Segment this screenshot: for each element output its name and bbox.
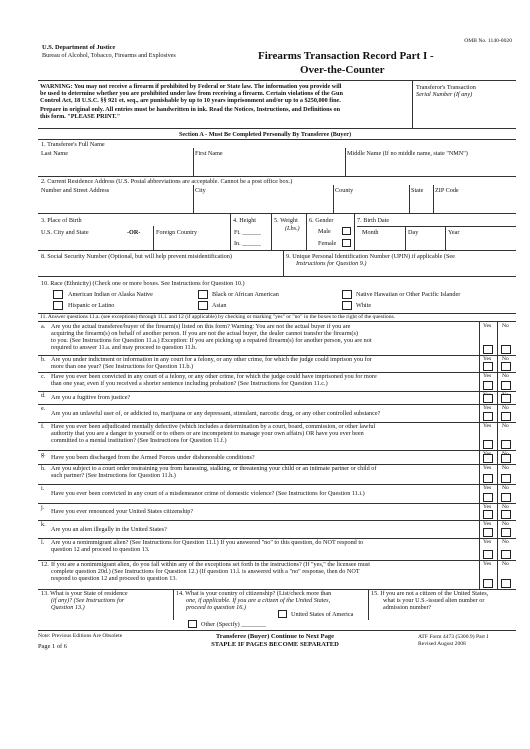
- no-label: No: [502, 423, 509, 429]
- yes-checkbox[interactable]: [483, 528, 493, 537]
- citizenship-other-checkbox[interactable]: [188, 620, 197, 628]
- no-checkbox[interactable]: [501, 362, 511, 371]
- no-checkbox[interactable]: [501, 412, 511, 421]
- no-checkbox[interactable]: [501, 345, 511, 354]
- citizenship-us-checkbox[interactable]: [278, 610, 287, 618]
- no-checkbox[interactable]: [501, 550, 511, 559]
- question-text: [51, 394, 481, 401]
- no-label: No: [502, 323, 509, 329]
- male-label: Male: [318, 228, 331, 235]
- q13-label: 13. What is your State of residence (if any)? (See Instructions for Question 13.): [41, 590, 128, 611]
- question-row: [38, 391, 516, 404]
- race-checkbox-american-indian[interactable]: [53, 290, 63, 299]
- yes-checkbox[interactable]: [483, 362, 493, 371]
- question-row: [38, 484, 516, 503]
- height-feet-field[interactable]: Ft. ______: [234, 229, 261, 236]
- first-name-field[interactable]: [195, 158, 343, 175]
- no-label: No: [502, 465, 509, 471]
- yes-checkbox[interactable]: [483, 412, 493, 421]
- no-label: No: [502, 521, 509, 527]
- first-name-label: First Name: [195, 150, 223, 157]
- yes-label: Yes: [483, 323, 492, 329]
- question-line: question 12 and proceed to question 13.: [51, 546, 150, 553]
- zip-label: ZIP Code: [435, 187, 459, 194]
- question-text: [51, 561, 481, 582]
- weight-unit: (Lbs.): [285, 225, 300, 232]
- height-label: 4. Height: [233, 217, 257, 224]
- alien-number-field[interactable]: [371, 612, 511, 628]
- race-option-asian: Asian: [212, 302, 227, 309]
- county-field[interactable]: [335, 195, 407, 212]
- question-line: Are you under indictment or information in any court for a felony, or any other crime, for which the judge could imprison you for: [51, 356, 372, 363]
- ssn-label: 8. Social Security Number (Optional, but will help prevent misidentification): [41, 253, 232, 260]
- question-line: than one year, even if you received a shorter sentence including probation? (See Instructions for Question 11.c.): [51, 380, 328, 387]
- no-checkbox[interactable]: [501, 510, 511, 519]
- us-birth-label: U.S. City and State: [41, 229, 89, 236]
- omb-number: OMB No. 1140-0020: [464, 38, 512, 44]
- race-checkbox-white[interactable]: [342, 301, 352, 310]
- birth-year-field[interactable]: [447, 236, 513, 249]
- no-checkbox[interactable]: [501, 528, 511, 537]
- race-option-white: White: [356, 302, 372, 309]
- question-text: [51, 490, 481, 497]
- q15-label: 15. If you are not a citizen of the United States, what is your U.S.-issued alien number or admission number?: [371, 590, 489, 611]
- page-number: Page 1 of 6: [38, 643, 67, 650]
- warning-text: WARNING: You may not receive a firearm if prohibited by Federal or State law. The information you provide will be used to determine whether you are prohibited under law from receiving a firearm. Certain violations of the Gun Control Act, 18 U.S.C. §§ 921 et. seq., are punishable by up to 10 years imprisonment and/or up to a $250,000 fine.: [40, 83, 343, 104]
- citizenship-us-label: United States of America: [291, 611, 354, 618]
- q1-label: 1. Transferee's Full Name: [41, 141, 105, 148]
- yes-label: Yes: [483, 485, 492, 491]
- question-row: [38, 538, 516, 560]
- city-label: City: [195, 187, 206, 194]
- divider: [38, 80, 516, 81]
- question-line: Are you the actual transferee/buyer of the firearm(s) listed on this form? Warning: You are not the actual buyer if you are: [51, 323, 351, 330]
- question-line: Have you ever been convicted in any court of a felony, or any other crime, for which the judge could have imprisoned you for more: [51, 373, 377, 380]
- question-letter: a.: [41, 323, 46, 330]
- zip-field[interactable]: [435, 195, 513, 212]
- no-checkbox[interactable]: [501, 493, 511, 502]
- question-line: acquiring the firearm(s) on behalf of another person. If you are not the actual buyer, the dealer cannot transfer the firearm(s): [51, 330, 358, 337]
- upin-label: 9. Unique Personal Identification Number (UPIN) if applicable (See Instructions for Question 9.): [286, 253, 455, 267]
- q11-instructions: 11. Answer questions 11.a. (see exceptions) through 11.l. and 12 (if applicable) by checking or marking "yes" or "no" in the boxes to the right of the questions.: [40, 314, 396, 320]
- race-checkbox-hispanic[interactable]: [53, 301, 63, 310]
- yes-checkbox[interactable]: [483, 579, 493, 588]
- serial-number-field[interactable]: [413, 100, 515, 126]
- question-row: [38, 422, 516, 450]
- q14-label: 14. What is your country of citizenship? (List/check more than one, if applicable. If you are a citizen of the United States, proceed to question 16.): [176, 590, 332, 611]
- no-label: No: [502, 356, 509, 362]
- foreign-country-label: Foreign Country: [156, 229, 198, 236]
- yes-label: Yes: [483, 521, 492, 527]
- question-letter: c.: [41, 373, 46, 380]
- female-label: Female: [318, 240, 337, 247]
- height-inches-field[interactable]: In. ______: [234, 240, 261, 247]
- question-line: required to answer 11.a. and may proceed to question 11.b.: [51, 344, 197, 351]
- no-checkbox[interactable]: [501, 579, 511, 588]
- race-option-black: Black or African American: [212, 291, 279, 298]
- form-subtitle: Over-the-Counter: [300, 64, 385, 76]
- race-checkbox-black[interactable]: [198, 290, 208, 299]
- yes-checkbox[interactable]: [483, 345, 493, 354]
- male-checkbox[interactable]: [342, 227, 351, 235]
- yes-label: Yes: [483, 465, 492, 471]
- no-label: No: [502, 373, 509, 379]
- agency-name: U.S. Department of Justice: [42, 44, 116, 51]
- no-label: No: [502, 561, 509, 567]
- question-line: Are you an alien illegally in the United States?: [51, 525, 167, 533]
- section-a-header: Section A - Must Be Completed Personally By Transferee (Buyer): [178, 131, 352, 138]
- street-field[interactable]: [40, 195, 190, 212]
- question-text: [51, 356, 481, 370]
- county-label: County: [335, 187, 354, 194]
- state-of-residence-field[interactable]: [40, 611, 170, 628]
- street-label: Number and Street Address: [41, 187, 110, 194]
- question-line: Are you subject to a court order restraining you from harassing, stalking, or threatening your child or an intimate partner or child of: [51, 465, 377, 472]
- question-text: [51, 323, 481, 351]
- or-label: -OR-: [127, 229, 141, 236]
- question-letter: e.: [41, 405, 46, 412]
- question-line: committed to a mental institution? (See Instructions for Question 11.f.): [51, 437, 227, 444]
- question-text: [51, 423, 481, 444]
- city-field[interactable]: [195, 195, 331, 212]
- question-letter: i.: [41, 485, 45, 492]
- q3-label: 3. Place of Birth: [41, 217, 82, 224]
- race-checkbox-asian[interactable]: [198, 301, 208, 310]
- question-line: authority that you are a danger to yourself or to others or are incompetent to manage your own affairs) OR have you ever been: [51, 430, 364, 437]
- question-line: Are you an unlawful user of, or addicted to, marijuana or any depressant, stimulant, narcotic drug, or any other controlled substance?: [51, 409, 381, 417]
- question-line: respond to question 12 and proceed to question 13.: [51, 575, 177, 582]
- question-text: [51, 373, 481, 387]
- weight-field[interactable]: [274, 233, 304, 249]
- question-line: Are you a nonimmigrant alien? (See Instructions for Question 11.l.) If you answered "no" to this question, do NOT respond to: [51, 539, 364, 546]
- question-letter: d.: [41, 392, 46, 399]
- yes-label: Yes: [483, 373, 492, 379]
- female-checkbox[interactable]: [342, 239, 351, 247]
- question-letter: l.: [41, 539, 45, 546]
- question-row: [38, 520, 516, 538]
- question-letter: 12.: [41, 561, 49, 568]
- revision-date: Revised August 2008: [418, 641, 466, 647]
- question-letter: h.: [41, 465, 46, 472]
- question-line: If you are a nonimmigrant alien, do you fall within any of the exceptions set forth in the instructions? (If "yes," the licensee must: [51, 561, 370, 568]
- question-line: such partner? (See Instructions for Question 11.h.): [51, 472, 176, 479]
- question-text: [51, 465, 481, 479]
- yes-label: Yes: [483, 561, 492, 567]
- yes-checkbox[interactable]: [483, 550, 493, 559]
- no-checkbox[interactable]: [501, 440, 511, 449]
- question-text: [51, 526, 481, 533]
- middle-name-label: Middle Name (If no middle name, state "NMN"): [347, 150, 468, 157]
- yes-checkbox[interactable]: [483, 394, 493, 403]
- question-text: [51, 508, 481, 515]
- question-row: [38, 372, 516, 391]
- yes-checkbox[interactable]: [483, 454, 493, 463]
- yes-label: Yes: [483, 356, 492, 362]
- birth-day-field[interactable]: [407, 236, 443, 249]
- question-text: [51, 410, 481, 417]
- last-name-field[interactable]: [40, 158, 190, 175]
- no-label: No: [502, 539, 509, 545]
- question-row: [38, 404, 516, 422]
- question-line: complete question 20d.) (See Instructions for Question 12.) (If question 11.l. is answered with a "no" response, then do NOT: [51, 568, 360, 575]
- question-row: [38, 464, 516, 484]
- continue-notice: Transferee (Buyer) Continue to Next Page: [215, 633, 335, 640]
- question-row: [38, 503, 516, 520]
- question-row: [38, 322, 516, 355]
- last-name-label: Last Name: [41, 150, 68, 157]
- question-line: Have you ever renounced your United States citizenship?: [51, 508, 194, 515]
- question-line: to you. (See Instructions for Question 11.a.) Exception: If you are picking up a repaired firearm(s) for another person, you are not: [51, 337, 372, 344]
- month-label: Month: [362, 229, 379, 236]
- state-label: State: [411, 187, 424, 194]
- yes-label: Yes: [483, 423, 492, 429]
- birth-month-field[interactable]: [357, 236, 403, 249]
- q2-label: 2. Current Residence Address (U.S. Postal abbreviations are acceptable. Cannot be a post office box.): [41, 178, 293, 185]
- weight-label: 5. Weight: [274, 217, 298, 224]
- yes-checkbox[interactable]: [483, 510, 493, 519]
- question-letter: b.: [41, 356, 46, 363]
- yes-checkbox[interactable]: [483, 440, 493, 449]
- question-letter: g.: [41, 451, 46, 458]
- form-number: ATF Form 4473 (5300.9) Part I: [418, 634, 489, 640]
- question-row: [38, 560, 516, 589]
- question-line: more than one year? (See Instructions for Question 11.b.): [51, 363, 194, 370]
- race-label: 10. Race (Ethnicity) (Check one or more boxes. See Instructions for Question 10.): [41, 280, 245, 287]
- race-checkbox-hawaiian[interactable]: [342, 290, 352, 299]
- question-line: Have you ever been convicted in any court of a misdemeanor crime of domestic violence? (See Instructions for Question 11.i.): [51, 490, 365, 497]
- bureau-name: Bureau of Alcohol, Tobacco, Firearms and Explosives: [42, 52, 176, 59]
- question-letter: f.: [41, 423, 45, 430]
- yes-label: Yes: [483, 504, 492, 510]
- year-label: Year: [448, 229, 460, 236]
- question-row: [38, 355, 516, 372]
- no-label: No: [502, 485, 509, 491]
- yes-label: Yes: [483, 539, 492, 545]
- staple-notice: STAPLE IF PAGES BECOME SEPARATED: [211, 641, 339, 648]
- race-option-american-indian: American Indian or Alaska Native: [68, 291, 153, 298]
- question-line: Are you a fugitive from justice?: [51, 394, 131, 401]
- no-checkbox[interactable]: [501, 454, 511, 463]
- obsolete-note: Note: Previous Editions Are Obsolete: [38, 633, 123, 639]
- day-label: Day: [408, 229, 419, 236]
- no-checkbox[interactable]: [501, 474, 511, 483]
- question-letter: j.: [41, 504, 45, 511]
- yes-checkbox[interactable]: [483, 493, 493, 502]
- question-text: [51, 454, 481, 461]
- question-line: Have you ever been adjudicated mentally defective (which includes a determination by a court, board, commission, or other lawful: [51, 423, 376, 430]
- serial-number-label: Transferor's Transaction Serial Number (If any): [416, 84, 476, 98]
- state-field[interactable]: [411, 195, 431, 212]
- form-title: Firearms Transaction Record Part I -: [258, 50, 434, 62]
- question-row: [38, 450, 516, 464]
- no-checkbox[interactable]: [501, 381, 511, 390]
- race-option-hispanic: Hispanic or Latino: [68, 302, 115, 309]
- yes-label: Yes: [483, 405, 492, 411]
- birth-date-label: 7. Birth Date: [357, 217, 390, 224]
- question-letter: k.: [41, 521, 46, 528]
- no-label: No: [502, 504, 509, 510]
- no-label: No: [502, 405, 509, 411]
- citizenship-other-field[interactable]: Other (Specify) ________: [201, 621, 266, 628]
- yes-checkbox[interactable]: [483, 381, 493, 390]
- gender-label: 6. Gender: [309, 217, 334, 224]
- question-text: [51, 539, 481, 553]
- no-checkbox[interactable]: [501, 394, 511, 403]
- question-line: Have you been discharged from the Armed Forces under dishonorable conditions?: [51, 453, 255, 461]
- race-option-hawaiian: Native Hawaiian or Other Pacific Islander: [356, 291, 461, 298]
- prepare-text: Prepare in original only. All entries must be handwritten in ink. Read the Notices, Instructions, and Definitions on this form. "PLEASE PRINT.": [40, 106, 341, 120]
- ssn-field[interactable]: [40, 262, 280, 274]
- middle-name-field[interactable]: [347, 158, 513, 175]
- yes-checkbox[interactable]: [483, 474, 493, 483]
